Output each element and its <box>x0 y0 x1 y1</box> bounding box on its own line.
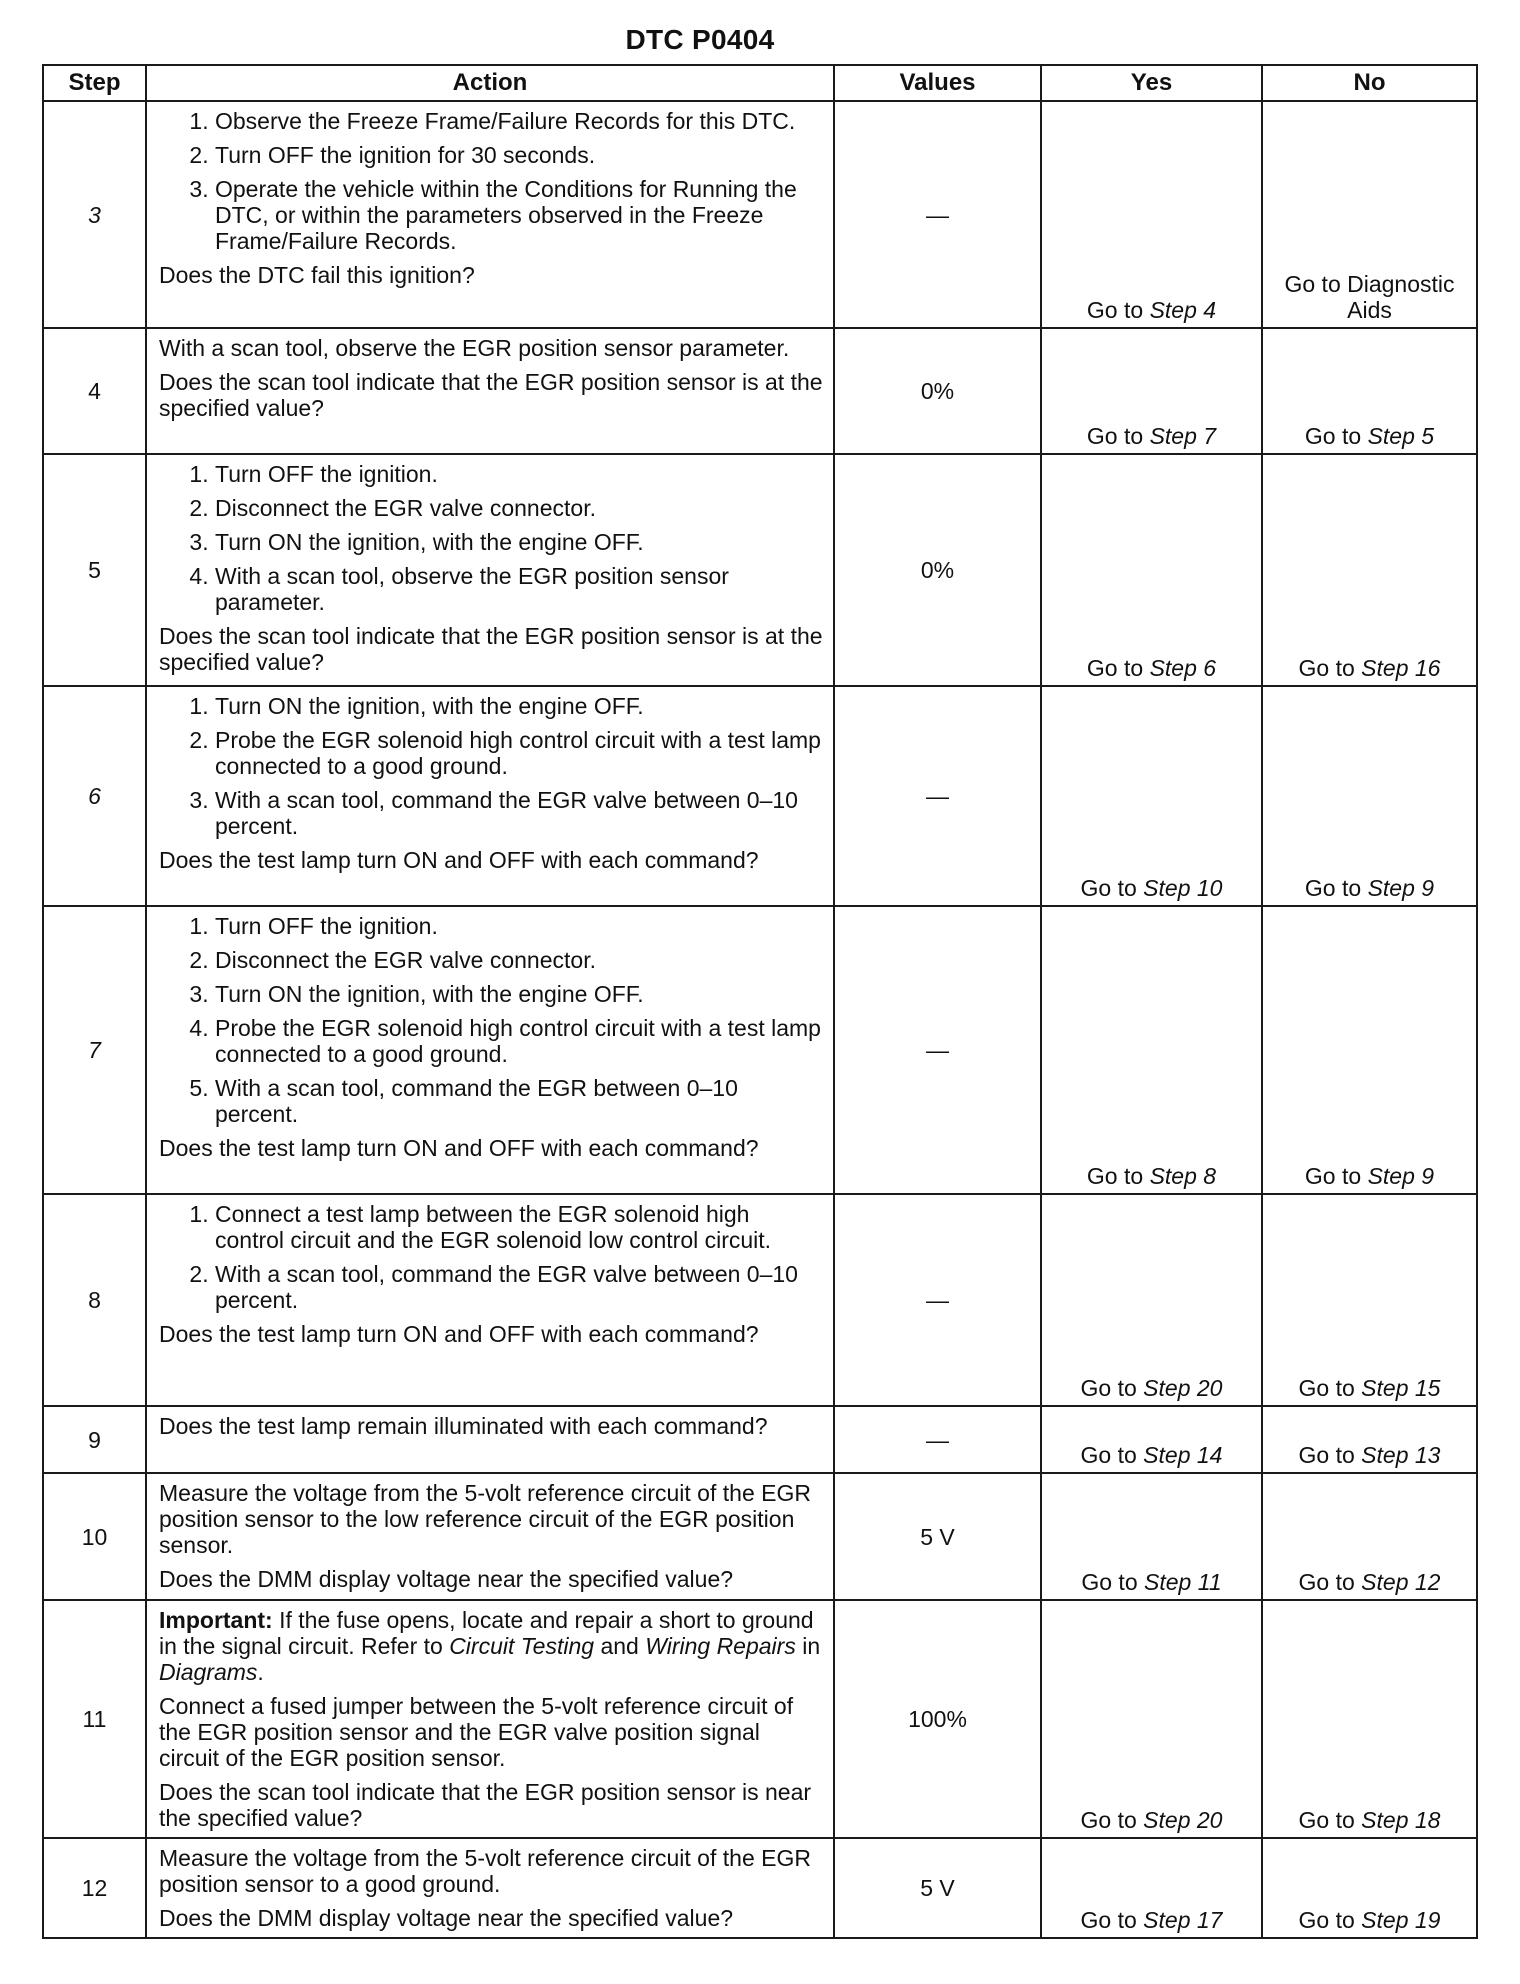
go-to-label: Go to <box>1304 875 1368 901</box>
go-to-label: Go to <box>1080 1442 1144 1468</box>
value-cell: 5 V <box>834 1838 1041 1938</box>
action-item: 3. Operate the vehicle within the Conditions for Running the DTC, or within the parameters observed in the Freeze Frame/Failure Records. <box>215 176 823 254</box>
step-word: Step <box>1361 655 1409 681</box>
action-item: 5. With a scan tool, command the EGR between 0–10 percent. <box>215 1075 823 1127</box>
go-to-label: Go to <box>1298 1375 1362 1401</box>
step-word: Step <box>1143 1442 1191 1468</box>
table-row <box>43 1194 1477 1406</box>
yes-step-number: 4 <box>1203 297 1217 323</box>
step-word: Step <box>1143 1375 1191 1401</box>
table-row <box>43 101 1477 328</box>
step-number: 4 <box>43 328 146 454</box>
no-cell <box>1262 686 1477 906</box>
action-cell <box>146 1600 834 1838</box>
step-word: Step <box>1143 1907 1191 1933</box>
go-to-label: Go to <box>1080 1807 1144 1833</box>
table-row <box>43 1473 1477 1600</box>
step-number: 12 <box>43 1838 146 1938</box>
yes-cell <box>1041 101 1262 328</box>
action-item: 2. Disconnect the EGR valve connector. <box>215 947 823 973</box>
table-row <box>43 328 1477 454</box>
action-cell <box>146 1473 834 1600</box>
go-to-label: Go to <box>1298 1442 1362 1468</box>
value-cell: 0% <box>834 454 1041 686</box>
go-to-label: Go to <box>1086 1163 1150 1189</box>
no-cell <box>1262 1600 1477 1838</box>
action-question: Does the test lamp turn ON and OFF with each command? <box>159 1321 759 1347</box>
value-cell: — <box>834 1194 1041 1406</box>
no-step-number: 16 <box>1414 655 1441 681</box>
header-step: Step <box>43 65 146 101</box>
action-question: Does the test lamp turn ON and OFF with each command? <box>159 1135 759 1161</box>
step-word: Step <box>1149 297 1197 323</box>
diagnostic-table <box>42 64 1478 1939</box>
important-ref-diagrams: Diagrams <box>159 1659 258 1685</box>
no-step-number: 18 <box>1414 1807 1441 1833</box>
yes-cell <box>1041 1838 1262 1938</box>
important-label: Important: <box>159 1607 273 1633</box>
no-step-number: 19 <box>1414 1907 1441 1933</box>
step-number: 10 <box>43 1473 146 1600</box>
action-item: 4. With a scan tool, observe the EGR position sensor parameter. <box>215 563 823 615</box>
step-word: Step <box>1144 1569 1192 1595</box>
important-text: If the fuse opens, locate and repair a short to ground in the signal circuit. Refer to <box>159 1607 814 1659</box>
action-item: 1. Turn ON the ignition, with the engine OFF. <box>215 693 823 719</box>
step-word: Step <box>1367 1163 1415 1189</box>
action-question: Does the scan tool indicate that the EGR position sensor is at the specified value? <box>159 369 823 421</box>
table-row <box>43 1406 1477 1473</box>
action-item: 1. Turn OFF the ignition. <box>215 913 823 939</box>
action-text: Measure the voltage from the 5-volt reference circuit of the EGR position sensor to the low reference circuit of the EGR position sensor. <box>159 1480 811 1558</box>
yes-cell <box>1041 328 1262 454</box>
action-question: Does the scan tool indicate that the EGR position sensor is at the specified value? <box>159 623 823 675</box>
action-item: 2. Turn OFF the ignition for 30 seconds. <box>215 142 823 168</box>
important-ref-circuit-testing: Circuit Testing <box>449 1633 595 1659</box>
action-item: 1. Observe the Freeze Frame/Failure Records for this DTC. <box>215 108 823 134</box>
no-cell <box>1262 1838 1477 1938</box>
yes-cell <box>1041 454 1262 686</box>
value-cell: 100% <box>834 1600 1041 1838</box>
action-cell <box>146 1838 834 1938</box>
step-word: Step <box>1361 1807 1409 1833</box>
no-step-number: 13 <box>1414 1442 1441 1468</box>
step-word: Step <box>1361 1569 1409 1595</box>
table-row <box>43 906 1477 1194</box>
step-number: 9 <box>43 1406 146 1473</box>
action-cell <box>146 101 834 328</box>
yes-step-number: 11 <box>1197 1569 1222 1595</box>
action-cell <box>146 906 834 1194</box>
step-word: Step <box>1149 1163 1197 1189</box>
yes-cell <box>1041 1473 1262 1600</box>
go-to-label: Go to <box>1086 297 1150 323</box>
yes-step-number: 14 <box>1196 1442 1223 1468</box>
action-cell <box>146 328 834 454</box>
value-cell: — <box>834 101 1041 328</box>
action-question: Does the DMM display voltage near the specified value? <box>159 1905 734 1931</box>
action-item: 2. Disconnect the EGR valve connector. <box>215 495 823 521</box>
step-number: 11 <box>43 1600 146 1838</box>
yes-step-number: 10 <box>1196 875 1223 901</box>
step-number: 7 <box>43 906 146 1194</box>
yes-step-number: 8 <box>1203 1163 1217 1189</box>
step-number: 6 <box>43 686 146 906</box>
table-row <box>43 686 1477 906</box>
no-cell <box>1262 1194 1477 1406</box>
step-word: Step <box>1367 423 1415 449</box>
action-item: 3. Turn ON the ignition, with the engine OFF. <box>215 529 823 555</box>
go-to-label: Go to <box>1304 1163 1368 1189</box>
no-step-number: 9 <box>1421 875 1435 901</box>
header-yes: Yes <box>1041 65 1262 101</box>
important-text: in <box>795 1633 821 1659</box>
step-word: Step <box>1143 875 1191 901</box>
step-word: Step <box>1367 875 1415 901</box>
action-item: 4. Probe the EGR solenoid high control circuit with a test lamp connected to a good ground. <box>215 1015 823 1067</box>
go-to-label: Go to <box>1298 655 1362 681</box>
value-cell: — <box>834 686 1041 906</box>
yes-cell <box>1041 1194 1262 1406</box>
no-cell <box>1262 906 1477 1194</box>
yes-step-number: 17 <box>1196 1907 1223 1933</box>
step-word: Step <box>1361 1442 1409 1468</box>
step-word: Step <box>1361 1907 1409 1933</box>
go-to-label: Go to <box>1298 1807 1362 1833</box>
action-text: With a scan tool, observe the EGR position sensor parameter. <box>159 335 790 361</box>
step-number: 3 <box>43 101 146 328</box>
header-row <box>43 65 1477 101</box>
header-values: Values <box>834 65 1041 101</box>
important-note <box>159 1607 823 1685</box>
action-item: 2. With a scan tool, command the EGR valve between 0–10 percent. <box>215 1261 823 1313</box>
step-word: Step <box>1149 655 1197 681</box>
action-question: Does the DTC fail this ignition? <box>159 262 475 288</box>
no-cell <box>1262 454 1477 686</box>
yes-step-number: 6 <box>1203 655 1217 681</box>
yes-cell <box>1041 1406 1262 1473</box>
no-cell: Go to Diagnostic Aids <box>1262 101 1477 328</box>
no-cell <box>1262 328 1477 454</box>
no-cell <box>1262 1406 1477 1473</box>
action-item: 1. Connect a test lamp between the EGR solenoid high control circuit and the EGR solenoid low control circuit. <box>215 1201 823 1253</box>
step-number: 8 <box>43 1194 146 1406</box>
action-question: Does the test lamp remain illuminated with each command? <box>159 1413 768 1439</box>
value-cell: — <box>834 906 1041 1194</box>
yes-cell <box>1041 1600 1262 1838</box>
action-item: 1. Turn OFF the ignition. <box>215 461 823 487</box>
action-item: 3. Turn ON the ignition, with the engine OFF. <box>215 981 823 1007</box>
action-text: Connect a fused jumper between the 5-volt reference circuit of the EGR position sensor and the EGR valve position signal circuit of the EGR position sensor. <box>159 1693 794 1771</box>
go-to-label: Go to <box>1304 423 1368 449</box>
go-to-label: Go to <box>1081 1569 1145 1595</box>
action-cell <box>146 454 834 686</box>
important-text: and <box>594 1633 646 1659</box>
important-ref-wiring-repairs: Wiring Repairs <box>645 1633 796 1659</box>
yes-cell <box>1041 686 1262 906</box>
step-word: Step <box>1143 1807 1191 1833</box>
go-to-label: Go to <box>1080 875 1144 901</box>
header-action: Action <box>146 65 834 101</box>
action-item: 2. Probe the EGR solenoid high control circuit with a test lamp connected to a good ground. <box>215 727 823 779</box>
table-row <box>43 1838 1477 1938</box>
go-to-label: Go to <box>1086 423 1150 449</box>
value-cell: — <box>834 1406 1041 1473</box>
no-step-number: 15 <box>1414 1375 1441 1401</box>
page-title: DTC P0404 <box>625 24 775 55</box>
table-row <box>43 1600 1477 1838</box>
action-question: Does the test lamp turn ON and OFF with each command? <box>159 847 759 873</box>
no-cell <box>1262 1473 1477 1600</box>
go-to-label: Go to <box>1086 655 1150 681</box>
important-text: . <box>257 1659 264 1685</box>
go-to-label: Go to <box>1298 1569 1362 1595</box>
yes-step-number: 7 <box>1203 423 1217 449</box>
action-cell <box>146 1406 834 1473</box>
step-number: 5 <box>43 454 146 686</box>
no-step-number: 5 <box>1421 423 1435 449</box>
step-word: Step <box>1361 1375 1409 1401</box>
go-to-label: Go to <box>1298 1907 1362 1933</box>
no-step-number: 9 <box>1421 1163 1435 1189</box>
action-question: Does the scan tool indicate that the EGR position sensor is near the specified value? <box>159 1779 812 1831</box>
action-item: 3. With a scan tool, command the EGR valve between 0–10 percent. <box>215 787 823 839</box>
header-no: No <box>1262 65 1477 101</box>
action-text: Measure the voltage from the 5-volt reference circuit of the EGR position sensor to a good ground. <box>159 1845 811 1897</box>
action-cell <box>146 1194 834 1406</box>
yes-step-number: 20 <box>1196 1375 1223 1401</box>
yes-step-number: 20 <box>1196 1807 1223 1833</box>
no-step-number: 12 <box>1414 1569 1441 1595</box>
yes-cell <box>1041 906 1262 1194</box>
action-cell <box>146 686 834 906</box>
go-to-label: Go to <box>1080 1375 1144 1401</box>
step-word: Step <box>1149 423 1197 449</box>
value-cell: 5 V <box>834 1473 1041 1600</box>
value-cell: 0% <box>834 328 1041 454</box>
table-row <box>43 454 1477 686</box>
action-question: Does the DMM display voltage near the specified value? <box>159 1566 734 1592</box>
go-to-label: Go to <box>1080 1907 1144 1933</box>
